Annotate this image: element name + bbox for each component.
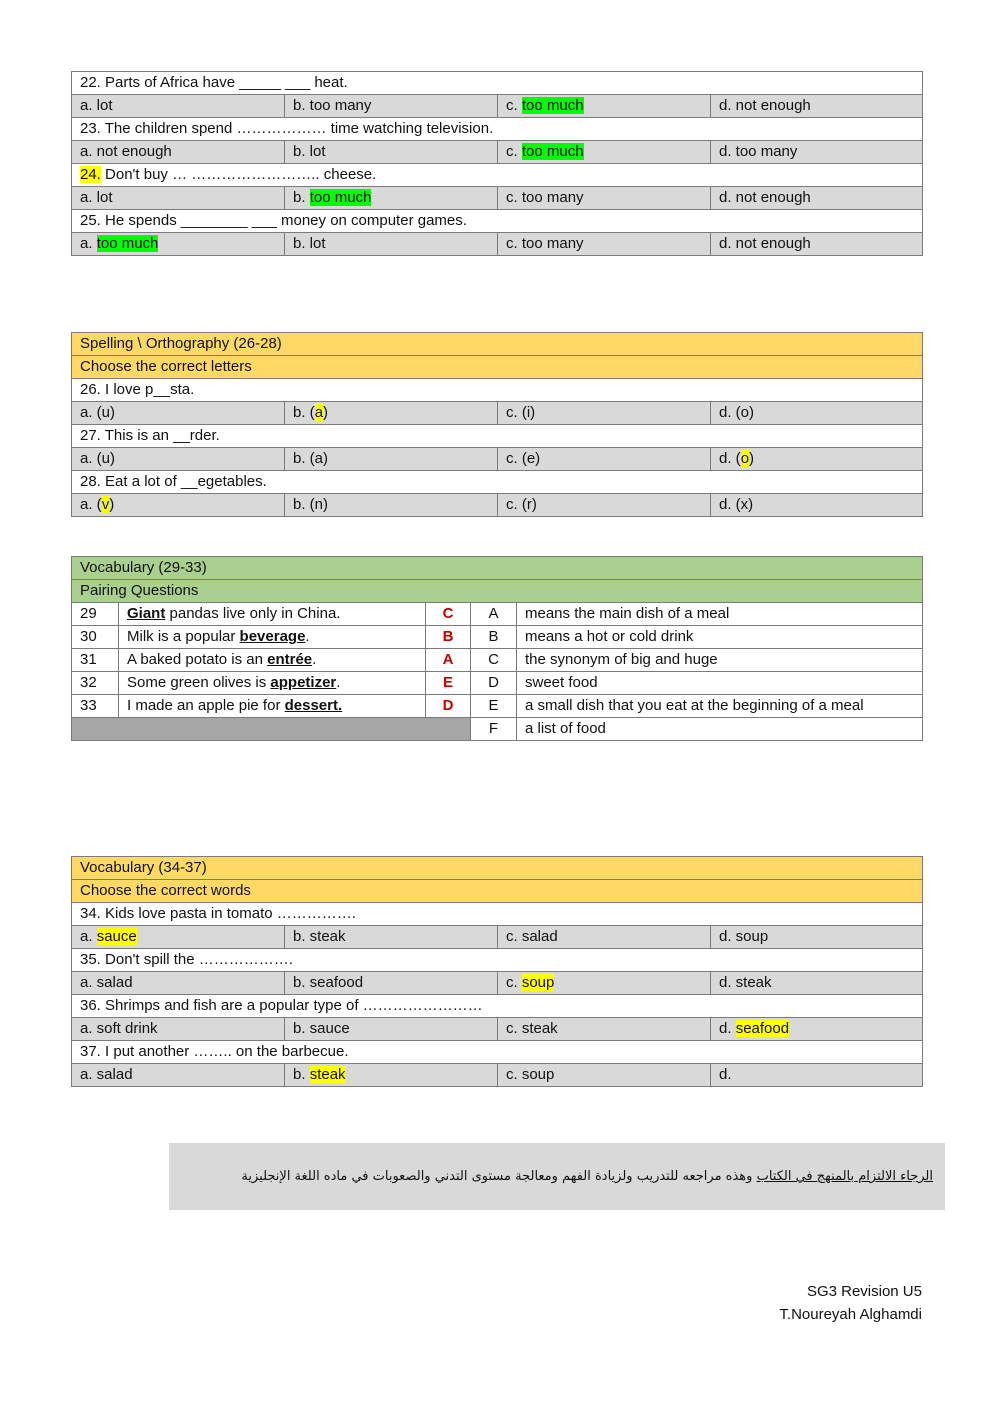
sentence: Some green olives is appetizer. — [119, 672, 426, 695]
option-a: a. (u) — [72, 402, 285, 425]
sentence: Giant pandas live only in China. — [119, 603, 426, 626]
option-a: a. not enough — [72, 141, 285, 164]
question-25: 25. He spends ________ ___ money on computer games. — [72, 210, 923, 233]
option-d: d. not enough — [711, 233, 923, 256]
question-34: 34. Kids love pasta in tomato ……………. — [72, 903, 923, 926]
option-a: a. salad — [72, 972, 285, 995]
question-35: 35. Don't spill the ………………. — [72, 949, 923, 972]
sentence: I made an apple pie for dessert. — [119, 695, 426, 718]
option-b: b. (a) — [285, 448, 498, 471]
option-a: a. lot — [72, 187, 285, 210]
key-word: appetizer — [270, 674, 337, 691]
section-subtitle: Choose the correct letters — [72, 356, 923, 379]
section-subtitle: Pairing Questions — [72, 580, 923, 603]
row-number: 31 — [72, 649, 119, 672]
spelling-table — [71, 332, 923, 517]
question-24: 24. Don't buy … …………………….. cheese. — [72, 164, 923, 187]
correct-answer-highlight: soup — [521, 974, 555, 991]
option-c: c. (e) — [498, 448, 711, 471]
option-a: a. sauce — [72, 926, 285, 949]
question-26: 26. I love p__sta. — [72, 379, 923, 402]
row-number: 32 — [72, 672, 119, 695]
row-number: 33 — [72, 695, 119, 718]
option-c: c. too much — [498, 141, 711, 164]
correct-answer-highlight: sauce — [96, 928, 137, 945]
option-a: a. (u) — [72, 448, 285, 471]
answer-letter: E — [426, 672, 471, 695]
vocabulary-table — [71, 856, 923, 1087]
option-b: b. sauce — [285, 1018, 498, 1041]
option-b: b. steak — [285, 926, 498, 949]
option-b: b. (n) — [285, 494, 498, 517]
meaning-letter: E — [471, 695, 517, 718]
correct-answer-highlight: steak — [309, 1066, 346, 1083]
option-c: c. too much — [498, 95, 711, 118]
option-a: a. soft drink — [72, 1018, 285, 1041]
option-b: b. lot — [285, 141, 498, 164]
option-a: a. too much — [72, 233, 285, 256]
correct-answer-highlight: o — [740, 450, 750, 467]
option-d: d. (x) — [711, 494, 923, 517]
question-22: 22. Parts of Africa have _____ ___ heat. — [72, 72, 923, 95]
question-36: 36. Shrimps and fish are a popular type of …………………… — [72, 995, 923, 1018]
note-text: وهذه مراجعه للتدريب ولزيادة الفهم ومعالجة مستوى التدني والصعوبات في ماده اللغة الإنجليزية — [241, 1169, 757, 1184]
option-c: c. soup — [498, 972, 711, 995]
answer-letter: B — [426, 626, 471, 649]
answer-letter: A — [426, 649, 471, 672]
answer-letter: D — [426, 695, 471, 718]
key-word: entrée — [267, 651, 313, 668]
option-b: b. steak — [285, 1064, 498, 1087]
option-b: b. too many — [285, 95, 498, 118]
row-number: 29 — [72, 603, 119, 626]
option-d: d. (o) — [711, 448, 923, 471]
option-b: b. (a) — [285, 402, 498, 425]
option-c: c. too many — [498, 187, 711, 210]
option-d: d. soup — [711, 926, 923, 949]
question-number-highlight: 24. — [80, 166, 101, 183]
section-title: Vocabulary (34-37) — [72, 857, 923, 880]
section-subtitle: Choose the correct words — [72, 880, 923, 903]
meaning-letter: F — [471, 718, 517, 741]
option-b: b. seafood — [285, 972, 498, 995]
empty-grey-cell — [72, 718, 471, 741]
option-a: a. lot — [72, 95, 285, 118]
section-title: Vocabulary (29-33) — [72, 557, 923, 580]
option-c: c. (r) — [498, 494, 711, 517]
question-23: 23. The children spend ……………… time watching television. — [72, 118, 923, 141]
question-37: 37. I put another …….. on the barbecue. — [72, 1041, 923, 1064]
footer — [779, 1280, 922, 1326]
option-c: c. soup — [498, 1064, 711, 1087]
meaning: means the main dish of a meal — [517, 603, 923, 626]
section-title: Spelling \ Orthography (26-28) — [72, 333, 923, 356]
correct-answer-highlight: too much — [521, 97, 584, 114]
correct-answer-highlight: a — [314, 404, 324, 421]
meaning: sweet food — [517, 672, 923, 695]
sentence: A baked potato is an entrée. — [119, 649, 426, 672]
option-c: c. steak — [498, 1018, 711, 1041]
quantifiers-table — [71, 71, 923, 256]
question-27: 27. This is an __rder. — [72, 425, 923, 448]
meaning-letter: B — [471, 626, 517, 649]
option-d: d. too many — [711, 141, 923, 164]
option-d: d. (o) — [711, 402, 923, 425]
arabic-note — [169, 1143, 945, 1210]
meaning-letter: D — [471, 672, 517, 695]
option-d: d. not enough — [711, 187, 923, 210]
footer-title: SG3 Revision U5 — [806, 1283, 922, 1300]
meaning-letter: A — [471, 603, 517, 626]
option-b: b. too much — [285, 187, 498, 210]
sentence: Milk is a popular beverage. — [119, 626, 426, 649]
key-word: Giant — [127, 605, 166, 622]
option-d: d. steak — [711, 972, 923, 995]
option-a: a. (v) — [72, 494, 285, 517]
question-28: 28. Eat a lot of __egetables. — [72, 471, 923, 494]
correct-answer-highlight: too much — [96, 235, 159, 252]
correct-answer-highlight: too much — [521, 143, 584, 160]
meaning-letter: C — [471, 649, 517, 672]
meaning: a small dish that you eat at the beginning of a meal — [517, 695, 923, 718]
correct-answer-highlight: seafood — [735, 1020, 790, 1037]
meaning: means a hot or cold drink — [517, 626, 923, 649]
option-c: c. (i) — [498, 402, 711, 425]
row-number: 30 — [72, 626, 119, 649]
answer-letter: C — [426, 603, 471, 626]
key-word: dessert. — [284, 697, 343, 714]
pairing-table — [71, 556, 923, 741]
note-underlined: الرجاء الالتزام بالمنهج في الكتاب — [756, 1169, 933, 1184]
option-c: c. salad — [498, 926, 711, 949]
option-d: d. seafood — [711, 1018, 923, 1041]
meaning: the synonym of big and huge — [517, 649, 923, 672]
key-word: beverage — [239, 628, 306, 645]
option-b: b. lot — [285, 233, 498, 256]
option-d: d. not enough — [711, 95, 923, 118]
meaning: a list of food — [517, 718, 923, 741]
option-c: c. too many — [498, 233, 711, 256]
correct-answer-highlight: v — [101, 496, 110, 513]
correct-answer-highlight: too much — [309, 189, 372, 206]
option-d: d. — [711, 1064, 923, 1087]
footer-author: T.Noureyah Alghamdi — [779, 1306, 922, 1323]
option-a: a. salad — [72, 1064, 285, 1087]
